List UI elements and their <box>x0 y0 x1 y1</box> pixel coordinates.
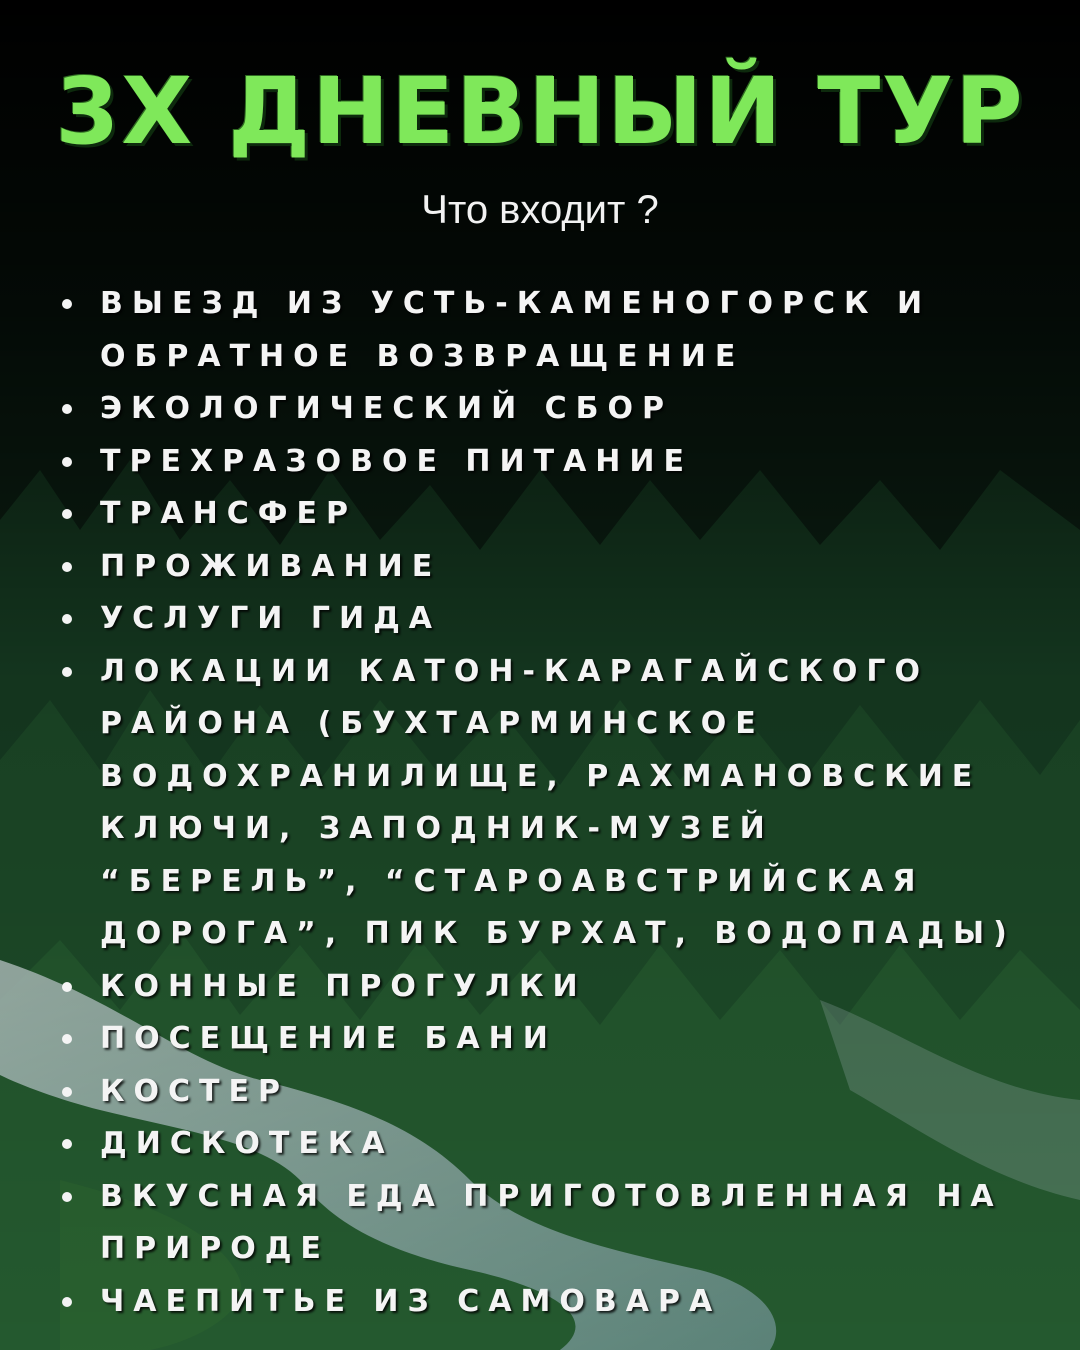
list-item <box>60 1013 1040 1066</box>
bullet-icon <box>62 404 72 414</box>
included-items-list <box>60 278 1040 1328</box>
list-item-text: ВЫЕЗД ИЗ УСТЬ-КАМЕНОГОРСК И ОБРАТНОЕ ВОЗВРАЩЕНИЕ <box>100 286 932 374</box>
bullet-icon <box>62 614 72 624</box>
list-item <box>60 1276 1040 1329</box>
bullet-icon <box>62 1139 72 1149</box>
tour-title: 3Х ДНЕВНЫЙ ТУР <box>55 58 1025 165</box>
list-item <box>60 961 1040 1014</box>
bullet-icon <box>62 1297 72 1307</box>
list-item <box>60 1171 1040 1276</box>
list-item <box>60 1118 1040 1171</box>
list-item <box>60 593 1040 646</box>
subtitle: Что входит ? <box>421 188 659 232</box>
list-item-text: ВКУСНАЯ ЕДА ПРИГОТОВЛЕННАЯ НА ПРИРОДЕ <box>100 1178 1003 1266</box>
bullet-icon <box>62 509 72 519</box>
list-item <box>60 541 1040 594</box>
bullet-icon <box>62 457 72 467</box>
list-item-text: ЧАЕПИТЬЕ ИЗ САМОВАРА <box>100 1283 722 1319</box>
list-item-text: ДИСКОТЕКА <box>100 1126 394 1161</box>
bullet-icon <box>62 667 72 677</box>
list-item-text: ЭКОЛОГИЧЕСКИЙ СБОР <box>100 391 673 426</box>
list-item <box>60 1066 1040 1119</box>
list-item-text: ПРОЖИВАНИЕ <box>100 548 442 584</box>
bullet-icon <box>62 1034 72 1044</box>
list-item-text: УСЛУГИ ГИДА <box>100 601 442 636</box>
bullet-icon <box>62 1192 72 1202</box>
bullet-icon <box>62 1087 72 1097</box>
bullet-icon <box>62 982 72 992</box>
bullet-icon <box>62 299 72 309</box>
list-item-text: ТРАНСФЕР <box>100 496 358 531</box>
list-item-text: КОННЫЕ ПРОГУЛКИ <box>100 968 587 1004</box>
list-item-text: ПОСЕЩЕНИЕ БАНИ <box>100 1021 557 1056</box>
bullet-icon <box>62 562 72 572</box>
list-item <box>60 383 1040 436</box>
list-item <box>60 436 1040 489</box>
list-item-text: КОСТЕР <box>100 1073 289 1109</box>
list-item <box>60 278 1040 383</box>
list-item <box>60 488 1040 541</box>
list-item <box>60 646 1040 961</box>
list-item-text: ЛОКАЦИИ КАТОН-КАРАГАЙСКОГО РАЙОНА (БУХТАРМИНСКОЕ ВОДОХРАНИЛИЩЕ, РАХМАНОВСКИЕ КЛЮЧИ, ЗАПОДНИК-МУЗЕЙ “БЕРЕЛЬ”, “СТАРОАВСТРИЙСКАЯ ДОРОГА”, ПИК БУРХАТ, ВОДОПАДЫ) <box>100 653 1016 951</box>
list-item-text: ТРЕХРАЗОВОЕ ПИТАНИЕ <box>100 443 694 479</box>
